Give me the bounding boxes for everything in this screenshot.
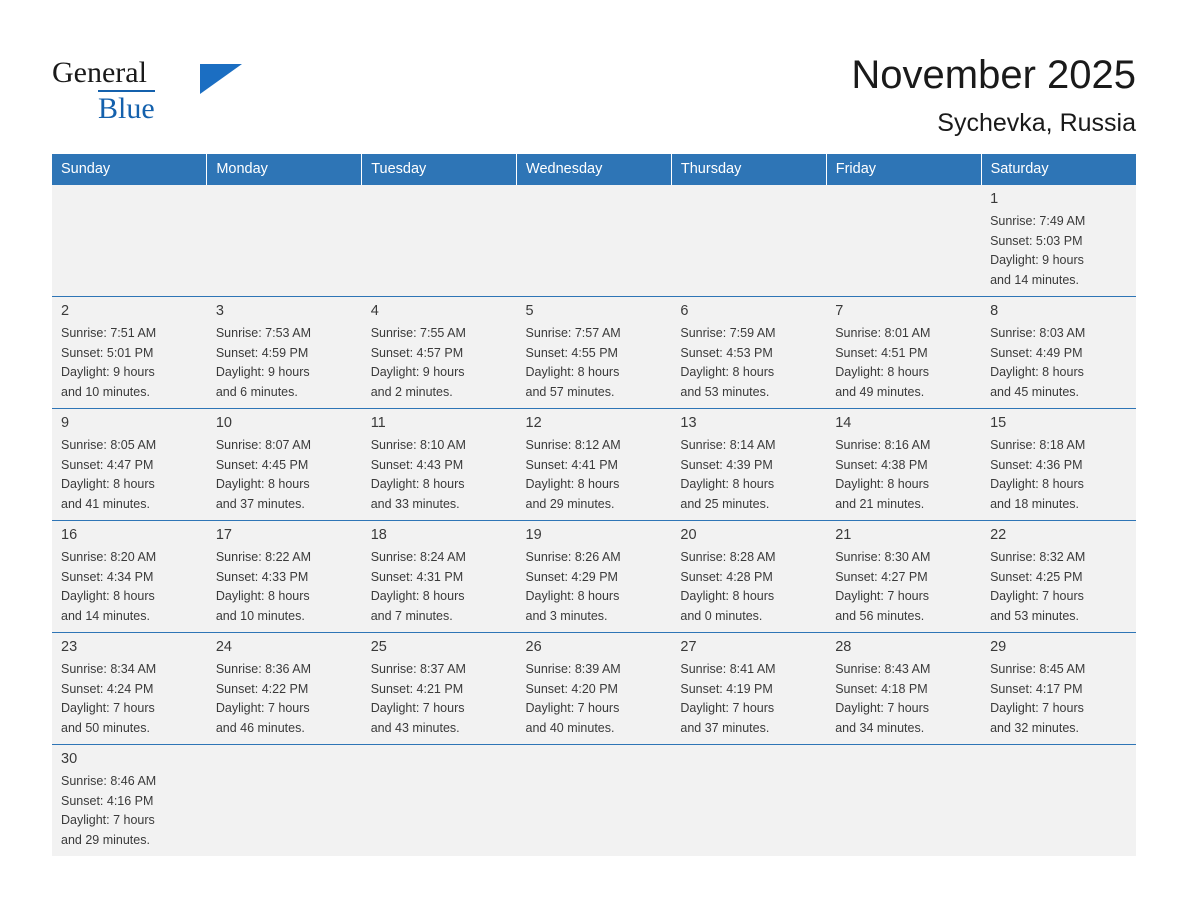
day-sun-info [61,436,199,514]
calendar-day-cell[interactable] [981,521,1136,633]
day-info-line: Daylight: 8 hours [215,477,310,491]
calendar-day-cell[interactable] [52,409,207,521]
day-info-line: Sunrise: 8:24 AM [370,550,466,564]
day-info-line: Sunset: 5:03 PM [990,233,1083,248]
calendar-week-row [52,633,1136,745]
day-sun-info [990,212,1128,290]
calendar-week-row [52,521,1136,633]
day-info-line: and 0 minutes. [680,608,763,623]
day-info-line: Daylight: 8 hours [680,589,775,603]
calendar-day-cell[interactable] [826,521,981,633]
day-info-line: Sunrise: 7:55 AM [370,326,466,340]
weekday-header-monday: Monday [207,154,362,185]
day-info-line: and 53 minutes. [680,384,770,399]
calendar-day-cell[interactable] [52,745,207,857]
day-number: 3 [215,303,224,319]
calendar-cell-empty [52,185,207,297]
day-info-line: and 29 minutes. [525,496,615,511]
calendar-day-cell[interactable] [362,409,517,521]
day-info-line: and 10 minutes. [61,384,150,399]
day-number: 23 [61,639,78,655]
calendar-day-cell[interactable] [826,633,981,745]
day-info-line: Daylight: 8 hours [215,589,310,603]
day-info-line: and 50 minutes. [61,720,150,735]
day-info-line: Sunrise: 7:49 AM [990,214,1086,228]
day-info-line: and 57 minutes. [525,384,615,399]
day-info-line: Sunset: 4:34 PM [61,569,154,584]
day-number: 29 [990,639,1007,655]
day-number: 5 [525,303,534,319]
day-sun-info [216,436,354,514]
day-sun-info [61,548,199,626]
day-info-line: Sunset: 4:16 PM [61,793,154,808]
calendar-day-cell[interactable] [517,633,672,745]
day-sun-info [990,660,1128,738]
day-sun-info [371,548,509,626]
day-info-line: and 21 minutes. [835,496,925,511]
day-info-line: Sunrise: 8:43 AM [835,662,931,676]
calendar-table [52,154,1136,856]
day-info-line: Sunset: 5:01 PM [61,345,154,360]
day-info-line: and 18 minutes. [990,496,1080,511]
day-number: 25 [370,639,387,655]
calendar-body [52,185,1136,857]
day-sun-info [61,772,199,850]
day-info-line: Sunset: 4:17 PM [990,681,1083,696]
day-info-line: Sunset: 4:43 PM [370,457,464,472]
calendar-day-cell[interactable] [362,297,517,409]
day-info-line: and 37 minutes. [215,496,305,511]
page-title: November 2025 [851,53,1136,97]
day-info-line: and 41 minutes. [61,496,150,511]
calendar-day-cell[interactable] [671,521,826,633]
day-number: 7 [835,303,844,319]
day-sun-info [61,324,199,402]
calendar-day-cell[interactable] [671,633,826,745]
day-info-line: Sunrise: 8:20 AM [61,550,157,564]
day-info-line: Daylight: 8 hours [61,589,155,603]
day-info-line: Sunrise: 8:10 AM [370,438,466,452]
day-info-line: and 53 minutes. [990,608,1080,623]
calendar-day-cell[interactable] [517,409,672,521]
day-info-line: Daylight: 8 hours [835,477,930,491]
calendar-cell-empty [362,745,517,857]
day-number: 4 [370,303,379,319]
day-info-line: Sunset: 4:29 PM [525,569,618,584]
calendar-cell-empty [207,745,362,857]
day-sun-info [216,548,354,626]
day-sun-info [990,324,1128,402]
day-sun-info [216,660,354,738]
day-info-line: and 3 minutes. [525,608,608,623]
day-info-line: and 6 minutes. [215,384,298,399]
weekday-header-thursday: Thursday [671,154,826,185]
day-sun-info [990,436,1128,514]
day-info-line: Sunrise: 8:34 AM [61,662,157,676]
day-number: 28 [835,639,852,655]
day-info-line: Sunset: 4:33 PM [215,569,309,584]
calendar-day-cell[interactable] [517,521,672,633]
logo-text-general: General [52,56,147,89]
day-info-line: Sunrise: 8:05 AM [61,438,157,452]
day-number: 24 [215,639,232,655]
day-info-line: and 14 minutes. [61,608,150,623]
weekday-header-wednesday: Wednesday [517,154,672,185]
day-sun-info [680,324,818,402]
day-info-line: Sunrise: 8:41 AM [680,662,776,676]
day-sun-info [371,324,509,402]
calendar-day-cell[interactable] [981,185,1136,297]
calendar-day-cell[interactable] [981,633,1136,745]
calendar-day-cell[interactable] [207,409,362,521]
calendar-cell-empty [671,185,826,297]
day-info-line: Sunrise: 8:26 AM [525,550,621,564]
day-number: 27 [680,639,697,655]
day-info-line: Sunrise: 7:51 AM [61,326,157,340]
day-info-line: Sunrise: 8:30 AM [835,550,931,564]
day-info-line: Sunset: 4:51 PM [835,345,928,360]
day-info-line: Sunrise: 8:36 AM [215,662,312,676]
day-info-line: Daylight: 8 hours [525,477,620,491]
day-info-line: Sunrise: 8:45 AM [990,662,1086,676]
day-info-line: Daylight: 7 hours [835,589,930,603]
day-number: 10 [215,415,232,431]
day-info-line: and 46 minutes. [215,720,305,735]
calendar-day-cell[interactable] [207,521,362,633]
day-sun-info [526,660,664,738]
calendar-day-cell[interactable] [362,521,517,633]
calendar-header-row [52,154,1136,185]
day-info-line: Sunset: 4:22 PM [215,681,309,696]
day-info-line: Sunset: 4:41 PM [525,457,618,472]
day-info-line: and 49 minutes. [835,384,925,399]
day-sun-info [835,548,973,626]
day-info-line: Sunset: 4:24 PM [61,681,154,696]
calendar-cell-empty [517,185,672,297]
calendar-cell-empty [517,745,672,857]
day-sun-info [371,436,509,514]
day-number: 8 [990,303,999,319]
day-info-line: Sunrise: 8:32 AM [990,550,1086,564]
day-number: 17 [215,527,232,543]
day-info-line: and 37 minutes. [680,720,770,735]
title-block [851,48,1136,140]
day-info-line: Daylight: 9 hours [215,365,310,379]
day-number: 19 [525,527,542,543]
day-sun-info [371,660,509,738]
day-info-line: and 34 minutes. [835,720,925,735]
calendar-day-cell[interactable] [981,297,1136,409]
day-info-line: Daylight: 7 hours [61,813,155,827]
generalblue-logo [52,48,242,128]
day-info-line: Sunset: 4:47 PM [61,457,154,472]
day-sun-info [526,436,664,514]
logo-text-blue: Blue [98,92,155,125]
day-info-line: Sunrise: 8:39 AM [525,662,621,676]
location-subtitle: Sychevka, Russia [937,109,1136,137]
day-info-line: Daylight: 7 hours [835,701,930,715]
day-number: 1 [990,191,999,207]
calendar-week-row [52,185,1136,297]
day-info-line: Sunset: 4:49 PM [990,345,1083,360]
day-info-line: Daylight: 9 hours [990,253,1084,267]
day-info-line: Daylight: 8 hours [680,477,775,491]
day-info-line: Sunrise: 8:07 AM [215,438,312,452]
day-number: 21 [835,527,852,543]
page-header [0,0,1188,140]
day-number: 20 [680,527,697,543]
day-number: 16 [61,527,78,543]
calendar-day-cell[interactable] [52,297,207,409]
day-info-line: and 25 minutes. [680,496,770,511]
day-info-line: and 7 minutes. [370,608,453,623]
day-info-line: Daylight: 9 hours [370,365,465,379]
calendar-day-cell[interactable] [671,297,826,409]
day-number: 6 [680,303,689,319]
logo-triangle-icon [200,64,242,94]
day-sun-info [526,548,664,626]
day-number: 9 [61,415,70,431]
day-info-line: Sunrise: 8:18 AM [990,438,1086,452]
calendar-week-row [52,745,1136,857]
day-info-line: and 45 minutes. [990,384,1080,399]
day-info-line: Sunrise: 8:01 AM [835,326,931,340]
day-info-line: Sunrise: 7:59 AM [680,326,776,340]
calendar-day-cell[interactable] [981,409,1136,521]
day-info-line: Daylight: 8 hours [370,589,465,603]
day-info-line: Sunrise: 7:57 AM [525,326,621,340]
weekday-header-tuesday: Tuesday [362,154,517,185]
day-info-line: Sunset: 4:45 PM [215,457,309,472]
day-number: 14 [835,415,852,431]
calendar-day-cell[interactable] [671,409,826,521]
day-info-line: and 40 minutes. [525,720,615,735]
day-info-line: Sunset: 4:59 PM [215,345,309,360]
calendar-week-row [52,297,1136,409]
day-info-line: and 2 minutes. [370,384,453,399]
day-info-line: Sunrise: 8:37 AM [370,662,466,676]
day-info-line: Sunset: 4:31 PM [370,569,464,584]
day-info-line: Daylight: 8 hours [370,477,465,491]
day-info-line: Sunset: 4:39 PM [680,457,773,472]
day-number: 11 [370,415,386,431]
day-info-line: Sunrise: 8:03 AM [990,326,1086,340]
day-info-line: and 14 minutes. [990,272,1080,287]
day-info-line: Sunset: 4:19 PM [680,681,773,696]
day-sun-info [680,548,818,626]
day-info-line: Daylight: 7 hours [370,701,465,715]
calendar-cell-empty [826,185,981,297]
day-sun-info [835,436,973,514]
calendar-day-cell[interactable] [207,297,362,409]
day-sun-info [680,660,818,738]
weekday-header-saturday: Saturday [981,154,1136,185]
day-info-line: Daylight: 7 hours [990,701,1084,715]
calendar-day-cell[interactable] [52,521,207,633]
day-info-line: Daylight: 9 hours [61,365,155,379]
day-number: 30 [61,751,78,767]
day-info-line: Sunset: 4:57 PM [370,345,464,360]
day-info-line: Daylight: 7 hours [525,701,620,715]
calendar-cell-empty [981,745,1136,857]
day-sun-info [835,660,973,738]
day-number: 2 [61,303,70,319]
day-info-line: Daylight: 8 hours [990,365,1084,379]
day-number: 18 [370,527,387,543]
day-info-line: Sunrise: 8:12 AM [525,438,621,452]
day-sun-info [835,324,973,402]
calendar-cell-empty [362,185,517,297]
day-info-line: and 56 minutes. [835,608,925,623]
day-info-line: Sunset: 4:55 PM [525,345,618,360]
day-info-line: Sunrise: 8:22 AM [215,550,312,564]
day-info-line: Sunrise: 8:16 AM [835,438,931,452]
day-info-line: Daylight: 8 hours [525,365,620,379]
day-info-line: and 33 minutes. [370,496,460,511]
day-info-line: Sunset: 4:38 PM [835,457,928,472]
day-info-line: Sunset: 4:20 PM [525,681,618,696]
day-info-line: Sunset: 4:53 PM [680,345,773,360]
day-info-line: Sunrise: 8:28 AM [680,550,776,564]
day-info-line: Daylight: 8 hours [990,477,1084,491]
day-number: 12 [525,415,542,431]
calendar-cell-empty [671,745,826,857]
day-sun-info [680,436,818,514]
weekday-header-friday: Friday [826,154,981,185]
day-info-line: Sunset: 4:18 PM [835,681,928,696]
calendar-day-cell[interactable] [826,297,981,409]
day-sun-info [61,660,199,738]
day-number: 22 [990,527,1007,543]
day-info-line: Daylight: 7 hours [61,701,155,715]
calendar-cell-empty [826,745,981,857]
day-info-line: Daylight: 7 hours [215,701,310,715]
weekday-header-sunday: Sunday [52,154,207,185]
day-info-line: Sunset: 4:36 PM [990,457,1083,472]
day-info-line: Sunrise: 8:14 AM [680,438,776,452]
day-info-line: Daylight: 8 hours [680,365,775,379]
day-info-line: Daylight: 8 hours [525,589,620,603]
calendar-cell-empty [207,185,362,297]
day-info-line: Daylight: 7 hours [990,589,1084,603]
calendar-week-row [52,409,1136,521]
day-info-line: Daylight: 8 hours [61,477,155,491]
calendar-day-cell[interactable] [207,633,362,745]
day-info-line: Sunrise: 7:53 AM [215,326,312,340]
day-sun-info [526,324,664,402]
day-info-line: and 43 minutes. [370,720,460,735]
day-number: 13 [680,415,697,431]
day-number: 15 [990,415,1007,431]
day-info-line: Sunset: 4:21 PM [370,681,464,696]
day-info-line: Sunset: 4:25 PM [990,569,1083,584]
calendar-day-cell[interactable] [517,297,672,409]
day-sun-info [216,324,354,402]
calendar-day-cell[interactable] [826,409,981,521]
day-info-line: Sunset: 4:28 PM [680,569,773,584]
day-info-line: Daylight: 7 hours [680,701,775,715]
day-sun-info [990,548,1128,626]
day-number: 26 [525,639,542,655]
day-info-line: Sunset: 4:27 PM [835,569,928,584]
day-info-line: and 32 minutes. [990,720,1080,735]
day-info-line: Daylight: 8 hours [835,365,930,379]
day-info-line: and 10 minutes. [215,608,305,623]
calendar-day-cell[interactable] [362,633,517,745]
day-info-line: Sunrise: 8:46 AM [61,774,157,788]
calendar-day-cell[interactable] [52,633,207,745]
day-info-line: and 29 minutes. [61,832,150,847]
